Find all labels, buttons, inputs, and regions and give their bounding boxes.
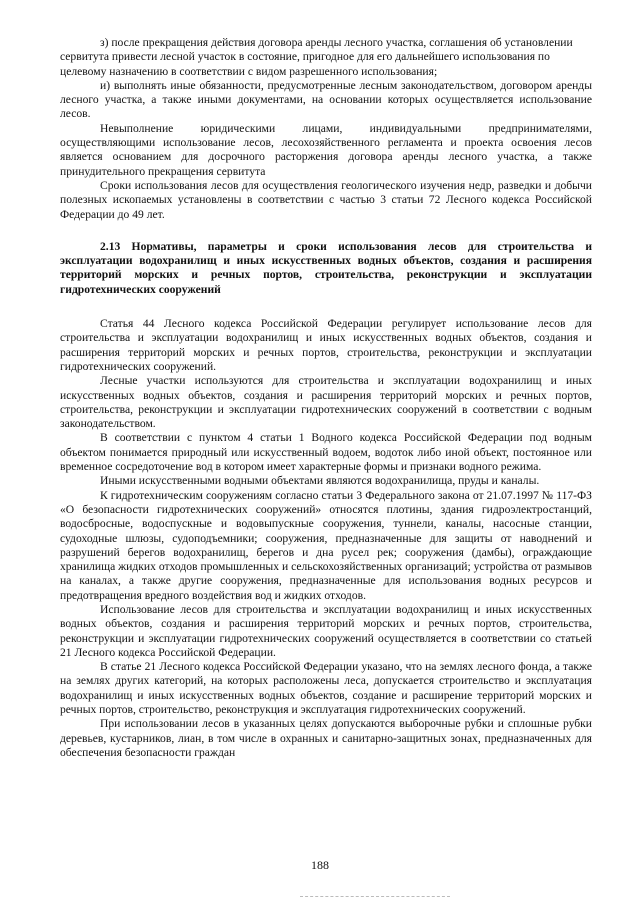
paragraph-artificial-objects: Иными искусственными водными объектами являются водохранилища, пруды и каналы.: [100, 474, 540, 488]
paragraph-article-44: Статья 44 Лесного кодекса Российской Федерации регулирует использование лесов для строительства и эксплуатации водохранилищ и иных искусственных водных объектов, создания и расширения территорий морских и речных портов, строительства, реконструкции и эксплуатации гидротехнических сооружений.: [60, 317, 592, 373]
paragraph-item-z: з) после прекращения действия договора аренды лесного участка, соглашения об установлении сервитута привести лесной участок в состояние, пригодное для его дальнейшего использования по целевому назначению в соответствии с видом разрешенного использования;: [60, 36, 573, 78]
footer-rule: [300, 896, 450, 897]
paragraph-violation: Невыполнение юридическими лицами, индивидуальными предпринимателями, осуществляющими использование лесов, лесохозяйственного регламента и проекта освоения лесов является основанием для досрочного расторжения договора аренды лесного участка, а также принудительного прекращения сервитута: [60, 121, 592, 178]
paragraph-item-i: и) выполнять иные обязанности, предусмотренные лесным законодательством, договором аренды лесного участка, а также иными документами, на основании которых осуществляется использование лесов.: [60, 78, 592, 121]
paragraph-felling: При использовании лесов в указанных целях допускаются выборочные рубки и сплошные рубки деревьев, кустарников, лиан, в том числе в охранных и санитарно-защитных зонах, предназначенных для обеспечения безопасности граждан: [60, 717, 592, 759]
paragraph-water-object: В соответствии с пунктом 4 статьи 1 Водного кодекса Российской Федерации под водным объектом понимается природный или искусственный водоем, водоток либо иной объект, постоянное или временное сосредоточение вод в котором имеет характерные формы и признаки водного режима.: [60, 431, 592, 474]
paragraph-forest-plots: Лесные участки используются для строительства и эксплуатации водохранилищ и иных искусственных водных объектов, создания и расширения территорий морских и речных портов, строительства, реконструкции и эксплуатации гидротехнических сооружений в соответствии с водным законодательством.: [60, 374, 592, 431]
paragraph-terms: Сроки использования лесов для осуществления геологического изучения недр, разведки и добычи полезных ископаемых установлены в соответствии с частью 3 статьи 72 Лесного кодекса Российской Федерации до 49 лет.: [60, 178, 592, 221]
paragraph-hydro-structures: К гидротехническим сооружениям согласно статьи 3 Федерального закона от 21.07.1997 № 117-ФЗ «О безопасности гидротехнических сооружений» относятся плотины, здания гидроэлектростанций, водосбросные, водоспускные и водовыпускные сооружения, туннели, каналы, насосные станции, судоходные шлюзы, судоподъемники; сооружения, предназначенные для защиты от наводнений и разрушений берегов водохранилищ, берегов и дна русел рек; сооружения (дамбы), ограждающие хранилища жидких отходов промышленных и сельскохозяйственных организаций; устройства от размывов на каналах, а также другие сооружения, предназначенные для использования водных ресурсов и предотвращения вредного воздействия вод и жидких отходов.: [60, 488, 592, 602]
page-content: [60, 36, 592, 760]
page-number: 188: [311, 858, 329, 872]
paragraph-article-21-usage: Использование лесов для строительства и эксплуатации водохранилищ и иных искусственных водных объектов, создания и расширения территорий морских и речных портов, строительства, реконструкции и эксплуатации гидротехнических сооружений осуществляется в соответствии со статьей 21 Лесного кодекса Российской Федерации.: [60, 602, 592, 659]
paragraph-article-21: В статье 21 Лесного кодекса Российской Федерации указано, что на землях лесного фонда, а также на землях других категорий, на которых расположены леса, допускается строительство и эксплуатация водохранилищ и иных искусственных водных объектов, создание и расширение территорий морских и речных портов, строительство, реконструкция и эксплуатация гидротехнических сооружений.: [60, 660, 592, 717]
section-heading: 2.13 Нормативы, параметры и сроки использования лесов для строительства и эксплуатации водохранилищ и иных искусственных водных объектов, создания и расширения территорий морских и речных портов, строительства, реконструкции и эксплуатации гидротехнических сооружений: [60, 239, 592, 296]
